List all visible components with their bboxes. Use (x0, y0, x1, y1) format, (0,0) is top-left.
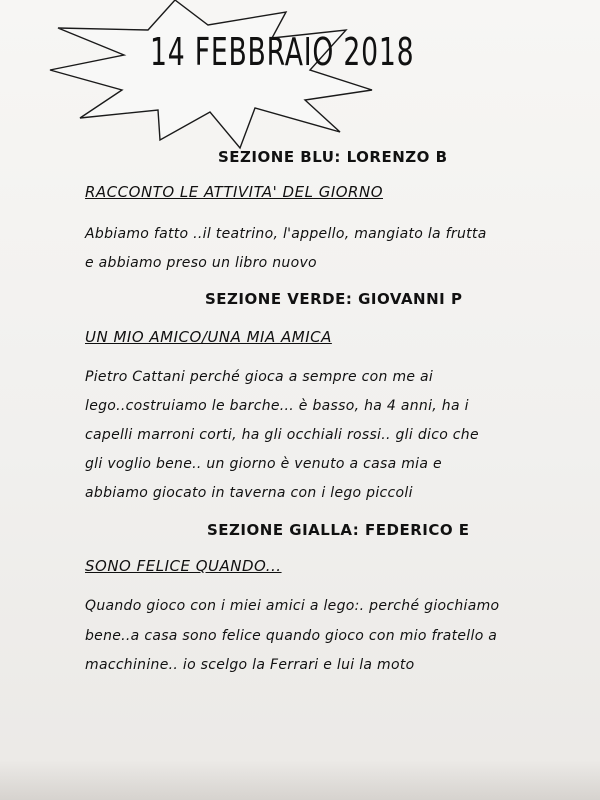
text-line: Pietro Cattani perché gioca a sempre con me ai (85, 369, 434, 385)
text-line: abbiamo giocato in taverna con i lego piccoli (85, 485, 413, 501)
starburst-shape (40, 0, 380, 150)
section-topic-gialla: SONO FELICE QUANDO... (85, 557, 282, 575)
paper-shadow (0, 760, 600, 800)
text-line: bene..a casa sono felice quando gioco con mio fratello a (85, 628, 498, 644)
section-heading-gialla: SEZIONE GIALLA: FEDERICO E (207, 521, 470, 539)
section-heading-verde: SEZIONE VERDE: GIOVANNI P (205, 290, 463, 308)
text-line: Abbiamo fatto ..il teatrino, l'appello, mangiato la frutta (85, 226, 487, 242)
date-banner: 14 FEBBRAIO 2018 (150, 30, 415, 74)
section-heading-blu: SEZIONE BLU: LORENZO B (218, 148, 448, 166)
text-line: gli voglio bene.. un giorno è venuto a casa mia e (85, 456, 442, 472)
text-line: e abbiamo preso un libro nuovo (85, 255, 317, 271)
text-line: capelli marroni corti, ha gli occhiali rossi.. gli dico che (85, 427, 479, 443)
text-line: Quando gioco con i miei amici a lego:. perché giochiamo (85, 598, 500, 614)
text-line: lego..costruiamo le barche... è basso, ha 4 anni, ha i (85, 398, 469, 414)
section-topic-blu: RACCONTO LE ATTIVITA' DEL GIORNO (85, 183, 383, 201)
text-line: macchinine.. io scelgo la Ferrari e lui la moto (85, 657, 415, 673)
section-topic-verde: UN MIO AMICO/UNA MIA AMICA (85, 328, 332, 346)
